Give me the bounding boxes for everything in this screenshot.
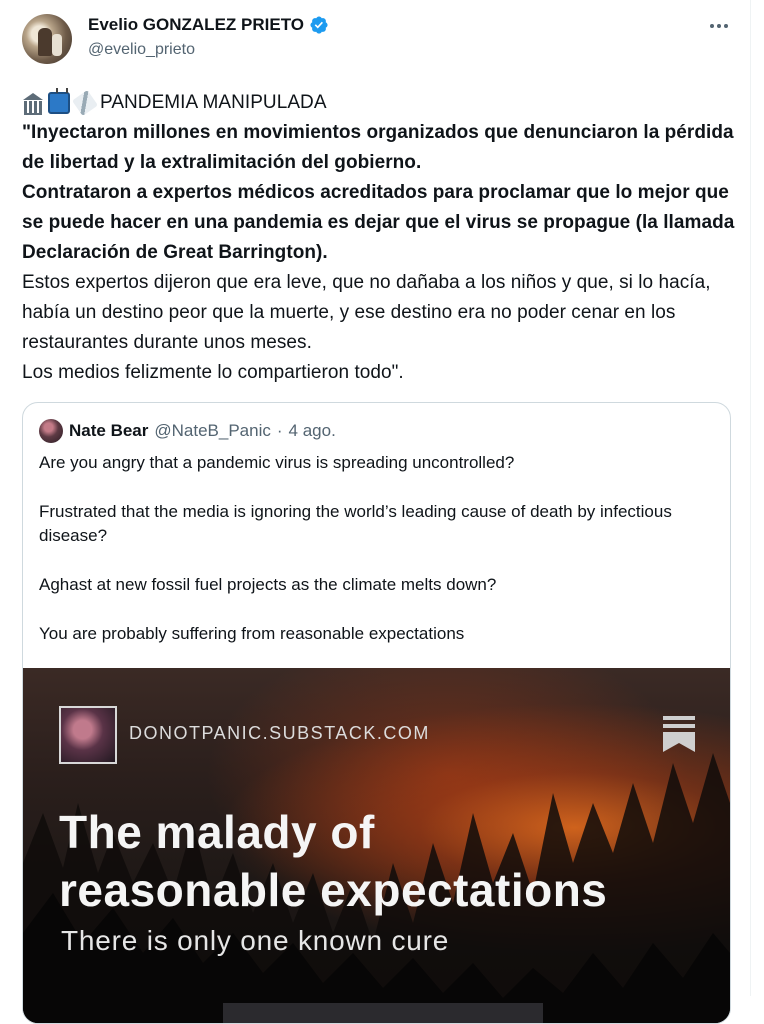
more-options-icon[interactable] xyxy=(708,15,730,37)
tweet-bold-paragraph: "Inyectaron millones en movimientos organizados que denunciaron la pérdida de libertad y la extralimitación del gobierno. xyxy=(22,122,734,173)
card-title-line: The malady of xyxy=(59,806,375,858)
quoted-tweet-header xyxy=(39,419,336,443)
quoted-paragraph: Are you angry that a pandemic virus is spreading uncontrolled? xyxy=(39,453,515,472)
card-title xyxy=(59,803,607,919)
tweet-paragraph: Los medios felizmente lo compartieron todo". xyxy=(22,362,404,383)
quoted-author-avatar[interactable] xyxy=(39,419,63,443)
substack-bookmark-icon xyxy=(663,716,695,752)
newspaper-emoji-icon xyxy=(72,90,98,116)
author-name[interactable]: Evelio GONZALEZ PRIETO xyxy=(88,15,304,34)
quoted-date[interactable]: 4 ago. xyxy=(288,421,336,440)
verified-badge-icon xyxy=(309,15,329,35)
bank-emoji-icon xyxy=(22,92,44,114)
quoted-separator: · xyxy=(276,421,283,440)
card-subtitle: There is only one known cure xyxy=(61,925,450,956)
quoted-paragraph: You are probably suffering from reasonable expectations xyxy=(39,624,465,643)
quoted-author-name[interactable]: Nate Bear xyxy=(69,421,149,440)
quoted-paragraph: Aghast at new fossil fuel projects as the climate melts down? xyxy=(39,575,497,594)
quoted-author-handle[interactable]: @NateB_Panic xyxy=(154,421,271,440)
tweet-text xyxy=(22,88,737,388)
tweet-headline: PANDEMIA MANIPULADA xyxy=(100,92,327,113)
author-name-row[interactable] xyxy=(88,15,329,35)
author-avatar[interactable] xyxy=(22,14,72,64)
television-emoji-icon xyxy=(48,92,70,114)
tweet-bold-paragraph: Contrataron a expertos médicos acreditados para proclamar que lo mejor que se puede hacer en una pandemia es dejar que el virus se propague (la llamada Declaración de Great Barrington). xyxy=(22,182,735,263)
link-preview-card[interactable] xyxy=(23,668,730,1023)
quoted-tweet[interactable] xyxy=(22,402,731,1024)
substack-logo xyxy=(59,706,117,764)
tweet-paragraph: Estos expertos dijeron que era leve, que no dañaba a los niños y que, si lo hacía, había un destino peor que la muerte, y ese destino era no poder cenar en los restaurantes durante unos meses. xyxy=(22,272,711,353)
quoted-paragraph: Frustrated that the media is ignoring the world’s leading cause of death by infectious disease? xyxy=(39,502,672,545)
card-site-domain: DONOTPANIC.SUBSTACK.COM xyxy=(129,723,430,743)
quoted-tweet-text xyxy=(39,451,709,671)
tweet-headline-row xyxy=(22,88,737,118)
author-handle[interactable]: @evelio_prieto xyxy=(88,41,195,58)
card-title-line: reasonable expectations xyxy=(59,864,608,916)
